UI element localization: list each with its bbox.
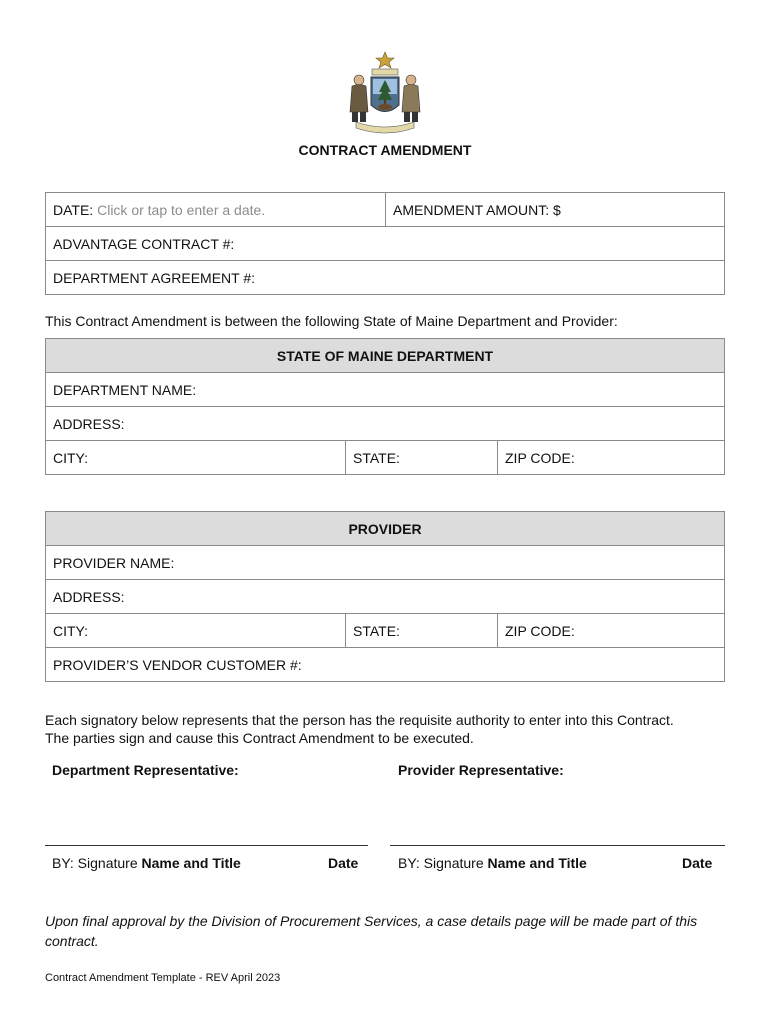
advantage-contract-cell[interactable] [46,227,725,261]
department-signature-date: Date [328,855,359,871]
provider-city-label: CITY: [53,622,89,639]
department-address-cell[interactable] [46,407,725,441]
department-city-cell[interactable] [46,441,346,475]
contract-info-table [45,192,725,295]
provider-header: PROVIDER [46,512,725,546]
department-name-label: DEPARTMENT NAME: [53,381,197,398]
page-title: CONTRACT AMENDMENT [298,142,472,158]
signatory-paragraph [45,711,735,747]
signatory-text-line-2: The parties sign and cause this Contract Amendment to be executed. [45,730,474,746]
department-zip-cell[interactable] [498,441,725,475]
provider-signature-date: Date [682,855,713,871]
department-table [45,338,725,475]
department-name-cell[interactable] [46,373,725,407]
provider-address-cell[interactable] [46,580,725,614]
department-city-label: CITY: [53,449,89,466]
department-agreement-cell[interactable] [46,261,725,295]
provider-representative-label: Provider Representative: [398,762,564,778]
amendment-amount-cell[interactable] [386,193,725,227]
intro-text: This Contract Amendment is between the following State of Maine Department and Provider: [45,313,618,329]
provider-signature-line[interactable] [390,845,725,846]
department-signature-caption [52,855,241,871]
provider-address-label: ADDRESS: [53,588,125,605]
department-signature-line[interactable] [45,845,368,846]
provider-table [45,511,725,682]
date-label: DATE: [53,201,94,218]
signatory-text-line-1: Each signatory below represents that the person has the requisite authority to enter into this Contract. [45,712,674,728]
department-by-signature: BY: Signature [52,855,142,871]
state-seal-icon [342,50,428,134]
provider-signature-caption [398,855,587,871]
provider-vendor-label: PROVIDER’S VENDOR CUSTOMER #: [53,656,302,673]
department-header: STATE OF MAINE DEPARTMENT [46,339,725,373]
footer-text: Contract Amendment Template - REV April 2023 [45,972,281,984]
advantage-contract-label: ADVANTAGE CONTRACT #: [53,235,235,252]
department-name-title: Name and Title [141,855,241,871]
provider-zip-cell[interactable] [498,614,725,648]
amendment-amount-label: AMENDMENT AMOUNT: $ [393,201,561,218]
department-zip-label: ZIP CODE: [505,449,575,466]
provider-name-cell[interactable] [46,546,725,580]
department-state-label: STATE: [353,449,400,466]
provider-state-cell[interactable] [346,614,498,648]
approval-note: Upon final approval by the Division of Procurement Services, a case details page will be made part of this contract. [45,913,698,949]
provider-name-title: Name and Title [487,855,587,871]
provider-state-label: STATE: [353,622,400,639]
date-input[interactable]: Click or tap to enter a date. [97,201,266,218]
department-representative-label: Department Representative: [52,762,239,778]
department-address-label: ADDRESS: [53,415,125,432]
provider-city-cell[interactable] [46,614,346,648]
provider-by-signature: BY: Signature [398,855,488,871]
department-state-cell[interactable] [346,441,498,475]
provider-name-label: PROVIDER NAME: [53,554,175,571]
provider-vendor-cell[interactable] [46,648,725,682]
department-agreement-label: DEPARTMENT AGREEMENT #: [53,269,256,286]
date-cell[interactable] [46,193,386,227]
provider-zip-label: ZIP CODE: [505,622,575,639]
